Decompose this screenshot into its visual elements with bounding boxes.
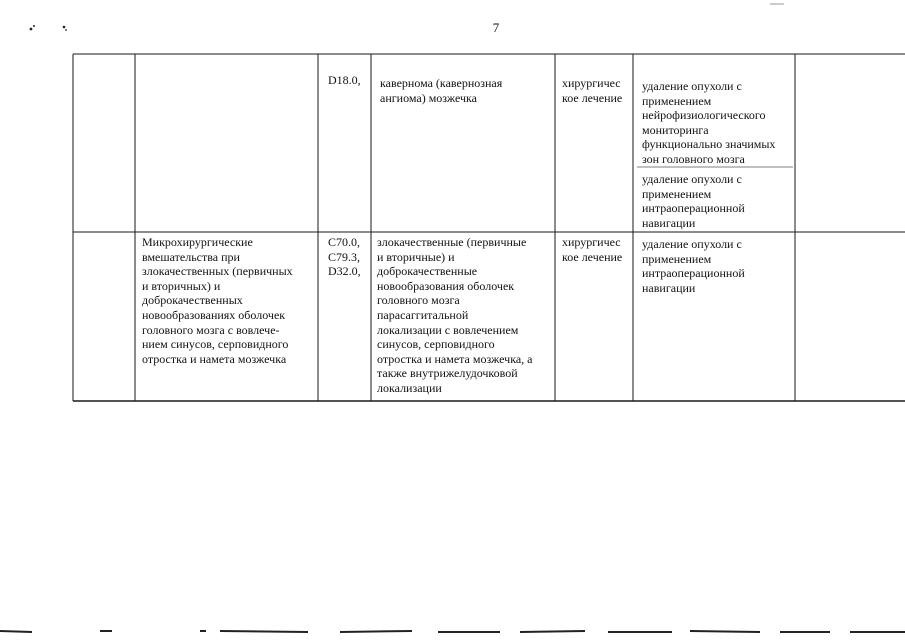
row2-diagnosis: злокачественные (первичные и вторичные) и доброкачественные новообразования оболочек головного мозга парасаггитальной локализации с вовлечением синусов, серповидного отростка и намета мозжечка, а также внутрижелудочковой локализации [377, 235, 533, 395]
row1-icd-codes: D18.0, [328, 73, 361, 87]
row2-col7-cell [795, 235, 905, 400]
row1-method-2: удаление опухоли с применением интраоперационной навигации [642, 172, 745, 230]
row1-col7-cell [795, 73, 905, 231]
page-number: 7 [492, 20, 500, 35]
row1-treatment-type: хирургичес кое лечение [562, 76, 623, 105]
row2-treatment-type: хирургичес кое лечение [562, 235, 623, 264]
row1-diagnosis: кавернома (кавернозная ангиома) мозжечка [380, 76, 503, 105]
row2-col1-cell [73, 235, 135, 400]
row1-col1-cell [73, 73, 135, 231]
row1-direction-cell [135, 73, 318, 231]
row2-direction-cell: Микрохирургические вмешательства при злокачественных (первичных и вторичных) и доброкачественных новообразованиях оболочек головного мозга с вовлече- нием синусов, серповидного отростка и намета мозжечка [142, 235, 293, 366]
row1-method-1: удаление опухоли с применением нейрофизиологического мониторинга функционально значимых зон головного мозга [642, 79, 776, 166]
row2-icd-codes: C70.0, C79.3, D32.0, [328, 235, 361, 279]
row2-method-1: удаление опухоли с применением интраоперационной навигации [642, 237, 745, 295]
